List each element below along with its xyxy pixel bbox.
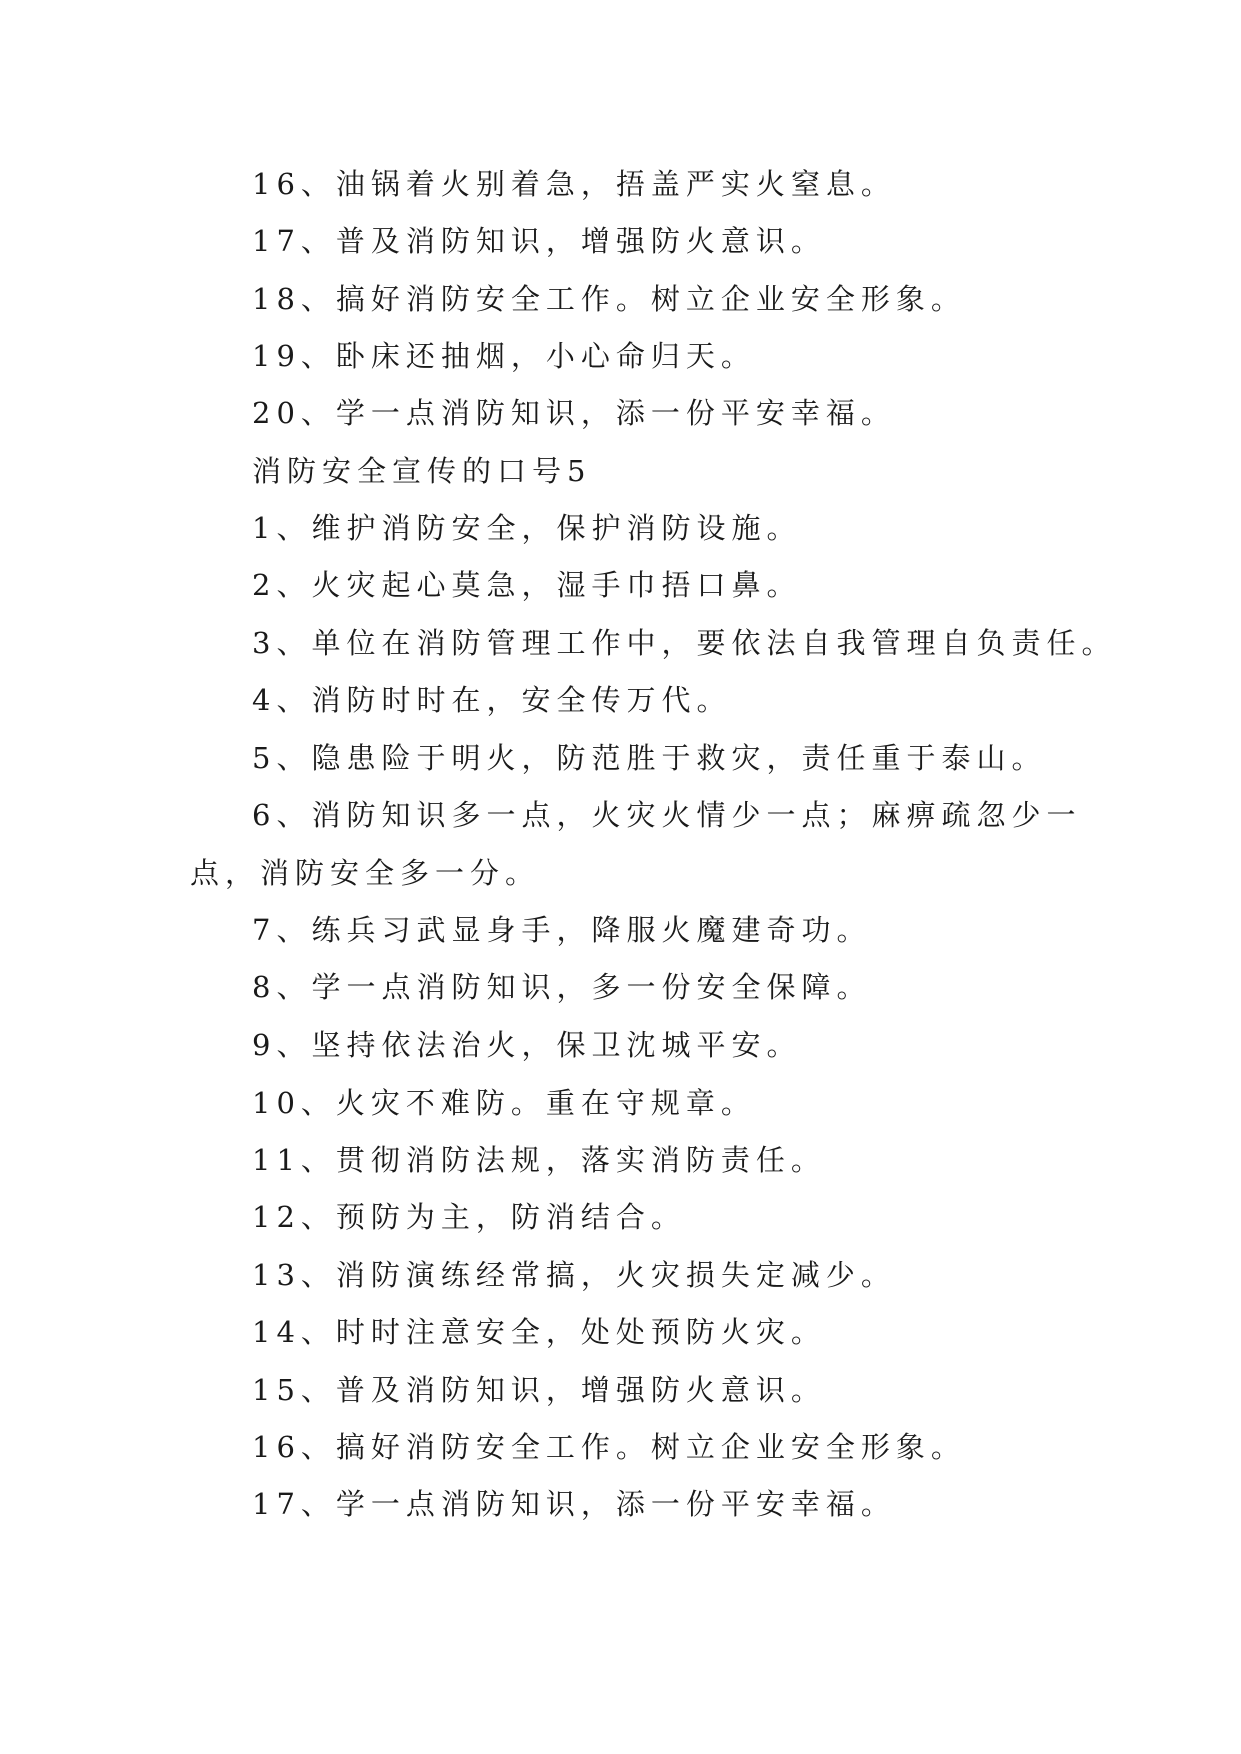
section-heading: 消防安全宣传的口号5 — [252, 454, 592, 488]
slogan-line: 8、学一点消防知识，多一份安全保障。 — [252, 970, 872, 1004]
slogan-line: 16、搞好消防安全工作。树立企业安全形象。 — [252, 1430, 966, 1464]
slogan-line: 10、火灾不难防。重在守规章。 — [252, 1086, 756, 1120]
slogan-line: 5、隐患险于明火，防范胜于救灾，责任重于泰山。 — [252, 741, 1047, 775]
slogan-line: 17、学一点消防知识，添一份平安幸福。 — [252, 1487, 896, 1521]
slogan-line: 11、贯彻消防法规，落实消防责任。 — [252, 1143, 826, 1177]
slogan-line: 20、学一点消防知识，添一份平安幸福。 — [252, 396, 896, 430]
slogan-line: 14、时时注意安全，处处预防火灾。 — [252, 1315, 826, 1349]
slogan-line: 17、普及消防知识，增强防火意识。 — [252, 224, 826, 258]
slogan-line: 13、消防演练经常搞，火灾损失定减少。 — [252, 1258, 896, 1292]
slogan-line: 2、火灾起心莫急，湿手巾捂口鼻。 — [252, 568, 802, 602]
slogan-line: 6、消防知识多一点，火灾火情少一点；麻痹疏忽少一 — [252, 798, 1082, 832]
slogan-line: 19、卧床还抽烟，小心命归天。 — [252, 339, 756, 373]
slogan-line: 3、单位在消防管理工作中，要依法自我管理自负责任。 — [252, 626, 1117, 660]
slogan-line-continuation: 点，消防安全多一分。 — [190, 856, 541, 890]
slogan-line: 4、消防时时在，安全传万代。 — [252, 683, 732, 717]
slogan-line: 1、维护消防安全，保护消防设施。 — [252, 511, 802, 545]
slogan-line: 15、普及消防知识，增强防火意识。 — [252, 1373, 826, 1407]
slogan-line: 9、坚持依法治火，保卫沈城平安。 — [252, 1028, 802, 1062]
slogan-line: 16、油锅着火别着急，捂盖严实火窒息。 — [252, 167, 896, 201]
slogan-line: 7、练兵习武显身手，降服火魔建奇功。 — [252, 913, 872, 947]
slogan-line: 12、预防为主，防消结合。 — [252, 1200, 686, 1234]
slogan-line: 18、搞好消防安全工作。树立企业安全形象。 — [252, 282, 966, 316]
